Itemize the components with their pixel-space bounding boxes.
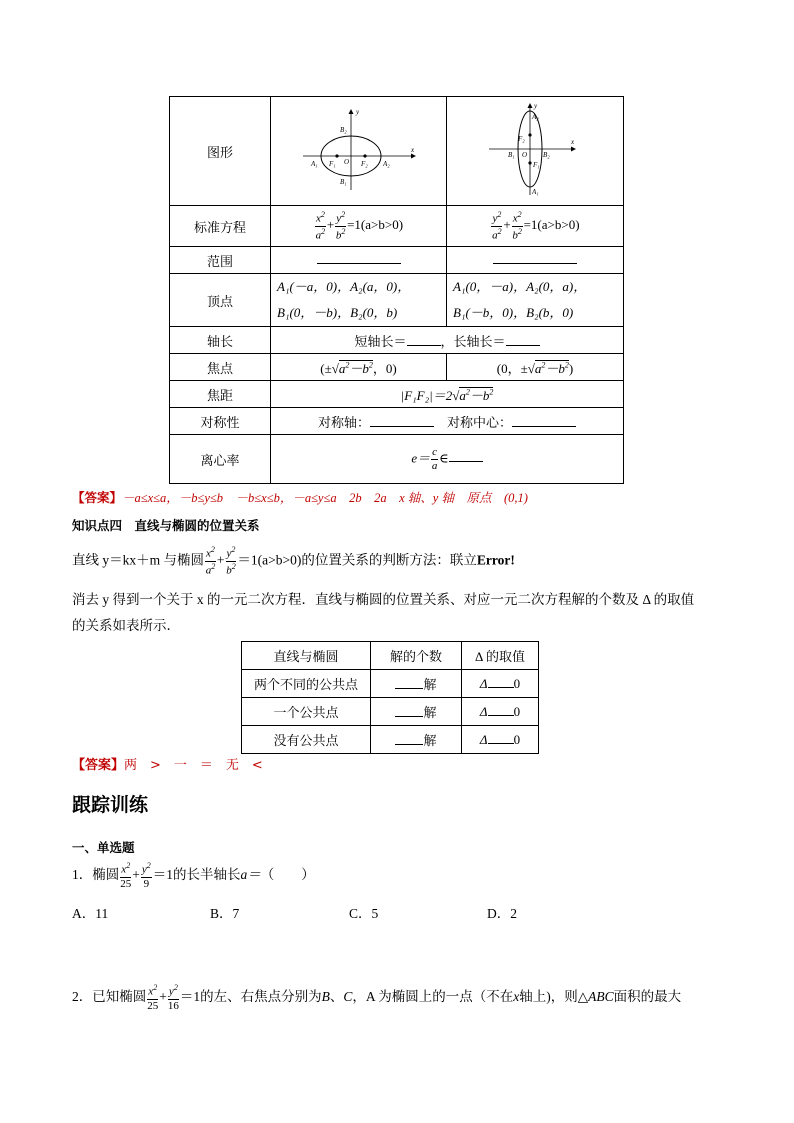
svg-text:O: O (343, 158, 349, 166)
answer-content: －a≤x≤a，－b≤y≤b －b≤x≤b，－a≤y≤a 2b 2a x 轴、y 轴 原点 (0,1) (122, 491, 528, 505)
q2-post: 的左、右焦点分别为 (200, 988, 322, 1004)
symmetry-axis-label: 对称轴： (317, 414, 370, 430)
eccentricity-cell: e＝ $\frac{c}{a}$ ∈ (271, 435, 624, 484)
equation-vertical-rhs: =1(a>b>0) (523, 216, 580, 232)
answer-content-2: 两 > 一 ＝ 无 < (124, 758, 263, 773)
rel-zero: 0 (513, 675, 521, 691)
focus-vertical: (0，$\pm√a^2-b^2$) (447, 354, 624, 381)
section-title: 知识点四 直线与椭圆的位置关系 (72, 518, 260, 533)
focal-distance-cell: $|F_1F_2|=2√a^2-b^2$ (271, 381, 624, 408)
svg-text:A₂: A₂ (532, 113, 539, 121)
rel-cell-case: 一个公共点 (242, 698, 371, 726)
row-label-eccentricity: 离心率 (170, 435, 271, 484)
vertex-vertical-line1: A₁(0，－a)，A₂(0，a)， (453, 279, 587, 294)
q1-option-a[interactable]: A．11 (72, 906, 109, 921)
svg-text:B₁: B₁ (339, 178, 347, 186)
section-paragraph-line1: 直线 y＝kx＋m 与椭圆 $\frac{x^2}{a^2}$ + $\frac{y^2}{b^2}$ ＝1(a>b>0)的位置关系的判断方法：联立Error! (72, 545, 515, 577)
svg-text:y: y (534, 102, 538, 110)
vertex-vertical-line2: B₁(－b，0)，B₂(b，0) (453, 305, 574, 320)
eccentricity-in: ∈ (439, 449, 449, 465)
rel-header-count: 解的个数 (371, 642, 462, 670)
svg-text:F₂: F₂ (518, 135, 525, 143)
row-label-axis-length: 轴长 (170, 327, 271, 354)
rel-delta-symbol: Δ (479, 675, 488, 691)
svg-text:A₂: A₂ (382, 160, 390, 168)
rel-solution-label: 解 (423, 705, 437, 720)
focus-horizontal-post: ，0) (372, 360, 397, 376)
row-label-figure: 图形 (170, 97, 271, 206)
q2-mid: ，A 为椭圆上的一点（不在 (352, 988, 514, 1004)
rel-cell-case: 两个不同的公共点 (242, 670, 371, 698)
axis-long-label: ，长轴长＝ (440, 333, 506, 349)
equation-horizontal: $\frac{x^2}{a^2}$ + $\frac{y^2}{b^2}$ =1(a>b>0) (271, 206, 447, 247)
answer-line-1 (72, 488, 528, 506)
figure-vertical-ellipse (447, 97, 624, 206)
rel-delta-symbol: Δ (479, 703, 488, 719)
svg-text:x: x (410, 146, 414, 154)
section-paragraph-line2: 消去 y 得到一个关于 x 的一元二次方程．直线与椭圆的位置关系、对应一元二次方程解的个数及 Δ 的取值 (72, 592, 695, 607)
rel-cell-count (371, 698, 462, 726)
svg-text:y: y (355, 108, 359, 116)
svg-text:O: O (522, 151, 528, 159)
q1-pre: 1．椭圆 (72, 866, 120, 882)
answer-label: 【答案】 (72, 491, 123, 505)
vertex-vertical (447, 274, 624, 327)
rel-cell-delta (462, 670, 539, 698)
table-row (242, 726, 539, 754)
section-heading: 跟踪训练 (72, 794, 149, 816)
answer-label-2: 【答案】 (72, 758, 125, 773)
equation-vertical: $\frac{y^2}{a^2}$ + $\frac{x^2}{b^2}$ =1(a>b>0) (447, 206, 624, 247)
row-label-focus: 焦点 (170, 354, 271, 381)
rel-delta-symbol: Δ (479, 731, 488, 747)
svg-text:F₁: F₁ (533, 161, 540, 169)
focal-distance-text: |F₁F₂|＝2 (400, 387, 453, 403)
vertex-horizontal (271, 274, 447, 327)
row-label-range: 范围 (170, 247, 271, 274)
range-horizontal-blank (271, 247, 447, 274)
row-label-symmetry: 对称性 (170, 408, 271, 435)
table-row (242, 670, 539, 698)
svg-text:x: x (571, 138, 575, 146)
line1-post: ＝1(a>b>0)的位置关系的判断方法：联立 (237, 552, 477, 568)
svg-text:B₂: B₂ (339, 126, 347, 134)
rel-cell-count (371, 670, 462, 698)
row-label-vertex: 顶点 (170, 274, 271, 327)
horizontal-ellipse-diagram (299, 106, 419, 192)
question-1: 1．椭圆 $\frac{x^2}{25}$ + $\frac{y^2}{9}$ ＝1的长半轴长a＝（ ） (72, 861, 315, 890)
q1-option-b[interactable]: B．7 (210, 906, 240, 921)
rel-header-line: 直线与椭圆 (242, 642, 371, 670)
q1-a-eq: a＝ (240, 866, 261, 882)
vertical-ellipse-diagram (485, 101, 585, 197)
q1-option-c[interactable]: C．5 (349, 906, 379, 921)
focus-vertical-pre: (0，± (496, 360, 528, 376)
q1-post: 的长半轴长 (173, 866, 241, 882)
rel-header-delta: Δ 的取值 (462, 642, 539, 670)
section-paragraph-line3: 的关系如表所示． (72, 618, 180, 633)
question-2: 2．已知椭圆 $\frac{x^2}{25}$ + $\frac{y^2}{16}$ ＝1的左、右焦点分别为B、C，A 为椭圆上的一点（不在x轴上)，则△ABC面积的最大 (72, 983, 682, 1012)
row-label-equation: 标准方程 (170, 206, 271, 247)
rel-cell-case: 没有公共点 (242, 726, 371, 754)
relation-table (241, 641, 539, 754)
rel-zero: 0 (513, 703, 521, 719)
figure-horizontal-ellipse (271, 97, 447, 206)
axis-length-cell (271, 327, 624, 354)
q1-paren: （ ） (260, 866, 315, 882)
range-vertical-blank (447, 247, 624, 274)
vertex-horizontal-line1: A₁(－a，0)，A₂(a，0)， (277, 279, 411, 294)
focus-horizontal-pre: (± (320, 360, 332, 376)
q2-end: 面积的最大 (613, 988, 682, 1004)
row-label-focal-distance: 焦距 (170, 381, 271, 408)
svg-text:F₁: F₁ (328, 160, 336, 168)
subheading: 一、单选题 (72, 840, 135, 855)
rel-solution-label: 解 (423, 733, 437, 748)
svg-text:F₂: F₂ (360, 160, 368, 168)
svg-text:A₁: A₁ (310, 160, 318, 168)
q2-pre: 2．已知椭圆 (72, 988, 147, 1004)
table-row (242, 698, 539, 726)
svg-text:A₁: A₁ (532, 188, 539, 196)
q1-option-d[interactable]: D．2 (487, 906, 517, 921)
rel-zero: 0 (513, 731, 521, 747)
symmetry-center-label: 对称中心： (447, 414, 513, 430)
axis-short-label: 短轴长＝ (354, 333, 407, 349)
rel-cell-delta (462, 726, 539, 754)
focus-vertical-post: ) (568, 360, 574, 376)
error-text: Error! (476, 552, 515, 568)
ellipse-properties-table (169, 96, 624, 484)
focus-horizontal: ($\pm√a^2-b^2$，0) (271, 354, 447, 381)
vertex-horizontal-line2: B₁(0，－b)，B₂(0，b) (277, 305, 398, 320)
rel-cell-count (371, 726, 462, 754)
eccentricity-e: e＝ (411, 449, 431, 465)
svg-text:B₁: B₁ (508, 151, 515, 159)
equation-horizontal-rhs: =1(a>b>0) (347, 216, 404, 232)
q2-tail: 轴上)，则 (519, 988, 578, 1004)
answer-line-2 (72, 754, 263, 773)
rel-cell-delta (462, 698, 539, 726)
symmetry-cell (271, 408, 624, 435)
rel-solution-label: 解 (423, 677, 437, 692)
line1-pre: 直线 y＝kx＋m 与椭圆 (72, 552, 205, 568)
svg-text:B₂: B₂ (543, 151, 550, 159)
